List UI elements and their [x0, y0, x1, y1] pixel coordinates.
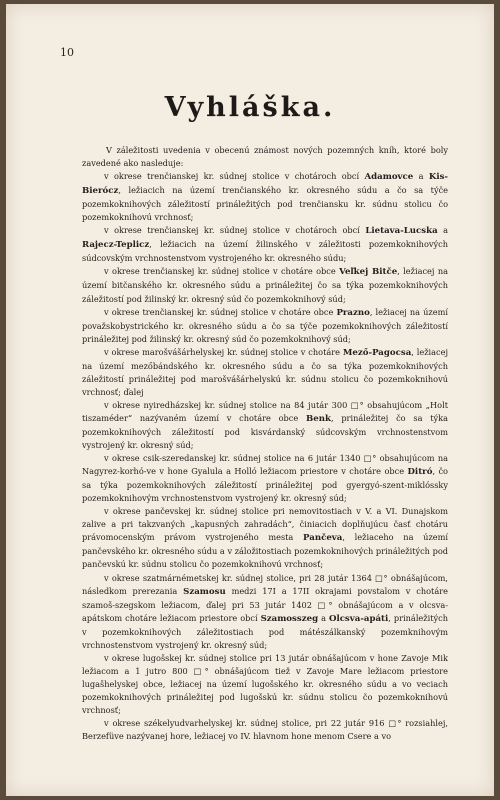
paragraph-text: v okrese nyiredházskej kr. súdnej stolice na 84 jutár 300 □° obsahujúcom „Holt tiszaméder“ nazývaném území v chotáre obce — [82, 399, 448, 423]
paragraph — [82, 717, 448, 743]
paragraph — [82, 652, 448, 717]
paragraph-text: v okrese székelyudvarhelyskej kr. súdnej stolice, pri 22 jutár 916 □° rozsiahlej, Berzefüve nazývanej hore, ležiacej vo IV. hlavnom hone menom Csere a vo — [82, 718, 448, 742]
paragraph — [82, 170, 448, 224]
place-name: Rajecz-Teplicz — [82, 240, 150, 251]
paragraph — [82, 572, 448, 652]
paragraph-text: , prináležitej čo sa týka pozemkoknihových záležitostí pod kisvárdanský súdcovským vrchnostenstvom vystrojený kr. okresný súd; — [82, 412, 448, 451]
page-number: 10 — [60, 46, 74, 59]
paragraph-text: , ležiaceho na území pančevského kr. okresného súdu a v záložitostiach pozemkoknihových prináležitých pod pančevskú kr. súdnu stolicu čo pozemkoknihovú vrchnosť; — [82, 532, 448, 570]
paragraph-text: , ležiacej na území bitčanského kr. okresného súdu a prináležitej čo sa týka pozemkoknihových záležitostí pod žilinský kr. okresný súd čo pozemkoknihový súd; — [82, 266, 448, 304]
paragraph-text: a — [437, 225, 448, 236]
paragraph — [82, 399, 448, 452]
place-name: Pančeva — [303, 533, 343, 544]
paragraph-text: , čo sa týka pozemkoknihových záležitostí prináležitej pod gyergyó-szent-miklóssky pozemkoknihovým vrchnostenstvom vystrojený kr. okresný súd; — [82, 466, 448, 504]
paragraph — [82, 265, 448, 305]
paragraph — [82, 452, 448, 505]
document-page — [6, 4, 494, 796]
paragraph-text: v okrese trenčianskej kr. súdnej stolice v chotároch obcí — [104, 225, 366, 236]
paragraph-text: , ležiacej na území mezőbándského kr. okresného súdu a čo sa týka pozemkoknihových záležitostí prináležitej pod marošvášárhelyskú kr. súdnu stolicu čo pozemkoknihovú vrchnosť; ďalej — [82, 346, 449, 397]
paragraph-text: v okrese csik-szeredanskej kr. súdnej stolice na 6 jutár 1340 □° obsahujúcom na Nagyrez-korhó-ve v hone Gyalula a Holló ležiacom priestore v chotáre obce — [82, 453, 448, 477]
place-name: Mező-Pagocsa — [342, 347, 412, 358]
place-name: Kis-Bierócz — [82, 172, 448, 197]
place-name: Adamovce — [364, 172, 414, 183]
paragraph-text: v okrese lugošskej kr. súdnej stolice pri 13 jutár obnášajúcom v hone Zavoje Mik ležiacom a 1 jutro 800 □° obnášajúcom tiež v Zavoje Mare ležiacom priestore lugašhelyskej obce, ležiacej na území lugošského kr. okresného súdu a vo veciach pozemkoknihových prináležitej pod lugošskú kr. súdnu stolicu čo pozemkoknihovú vrchnosť; — [82, 652, 448, 715]
paragraph-text: v okrese szatmárnémetskej kr. súdnej stolice, pri 28 jutár 1364 □° obnášajúcom, následkom prerezania — [82, 572, 448, 596]
place-name: Lietava-Lucska — [365, 226, 438, 237]
paragraph-text: a — [318, 612, 329, 623]
paragraph — [82, 505, 448, 571]
place-name: Olcsva-apáti — [328, 613, 389, 624]
paragraph-text: , ležiacich na území žilinského v záležitosti pozemkoknihových súdcovským vrchnostenstvom vystrojeného kr. okresného súdu; — [82, 239, 448, 264]
document-body — [82, 144, 448, 743]
place-name: Veľkej Bitče — [339, 267, 398, 278]
place-name: Benk — [306, 413, 331, 424]
paragraph-text: v okrese pančevskej kr. súdnej stolice pri nemovitostiach v V. a VI. Dunajskom zalive a pri takzvaných „kapusných zahradách“, činiacich doplňujúcu časť chotáru právomocenským právom vystrojeného mesta — [82, 506, 448, 543]
place-name: Szamosu — [183, 586, 226, 597]
paragraph-text: , ležiacich na území trenčianského kr. okresného súdu a čo sa týče pozemkoknihových záležitostí prináležitých pod trenčiansku kr. súdnu stolicu čo pozemkoknihovú vrchnosť; — [82, 185, 448, 223]
place-name: Ditró — [407, 467, 433, 478]
paragraph-text: v okrese trenčianskej kr. súdnej stolice v chotáre obce — [104, 266, 340, 277]
document-title: Vyhláška. — [164, 92, 336, 123]
paragraph-text: v okrese trenčianskej kr. súdnej stolice v chotároch obcí — [104, 171, 365, 182]
paragraph — [82, 346, 448, 399]
place-name: Szamosszeg — [260, 613, 319, 624]
paragraph-text: medzi 17I a 17II okrajami povstalom v chotáre szamoš-szegskom ležiacom, ďalej pri 53 jutár 1402 □° obnášajúcom a v olcsva-apátskom chotáre ležiacom priestore obcí — [82, 585, 448, 623]
paragraph-text: , ležiacej na území považskobystrického kr. okresného súdu a čo sa týče pozemkoknihových záležitostí prináležitej pod žilinský kr. okresný súd čo pozemkoknihový súd; — [82, 306, 448, 344]
paragraph — [82, 144, 448, 170]
paragraph-text: , prináležitých v pozemkoknihových záležitostiach pod mátészálkanský pozemknihovým vrchnostenstvom vystrojený kr. okresný súd; — [82, 612, 448, 650]
paragraph — [82, 306, 448, 346]
paragraph-text: a — [413, 171, 429, 182]
place-name: Prazno — [336, 307, 370, 318]
paragraph-text: v okrese marošvášárhelyskej kr. súdnej stolice v chotáre — [104, 346, 343, 357]
paragraph — [82, 224, 448, 265]
paragraph-text: v okrese trenčianskej kr. súdnej stolice v chotáre obce — [104, 306, 337, 317]
paragraph-text: V záležitosti uvedenia v obecenú známost nových pozemných kníh, ktoré boly zavedené ako nasleduje: — [82, 145, 448, 169]
